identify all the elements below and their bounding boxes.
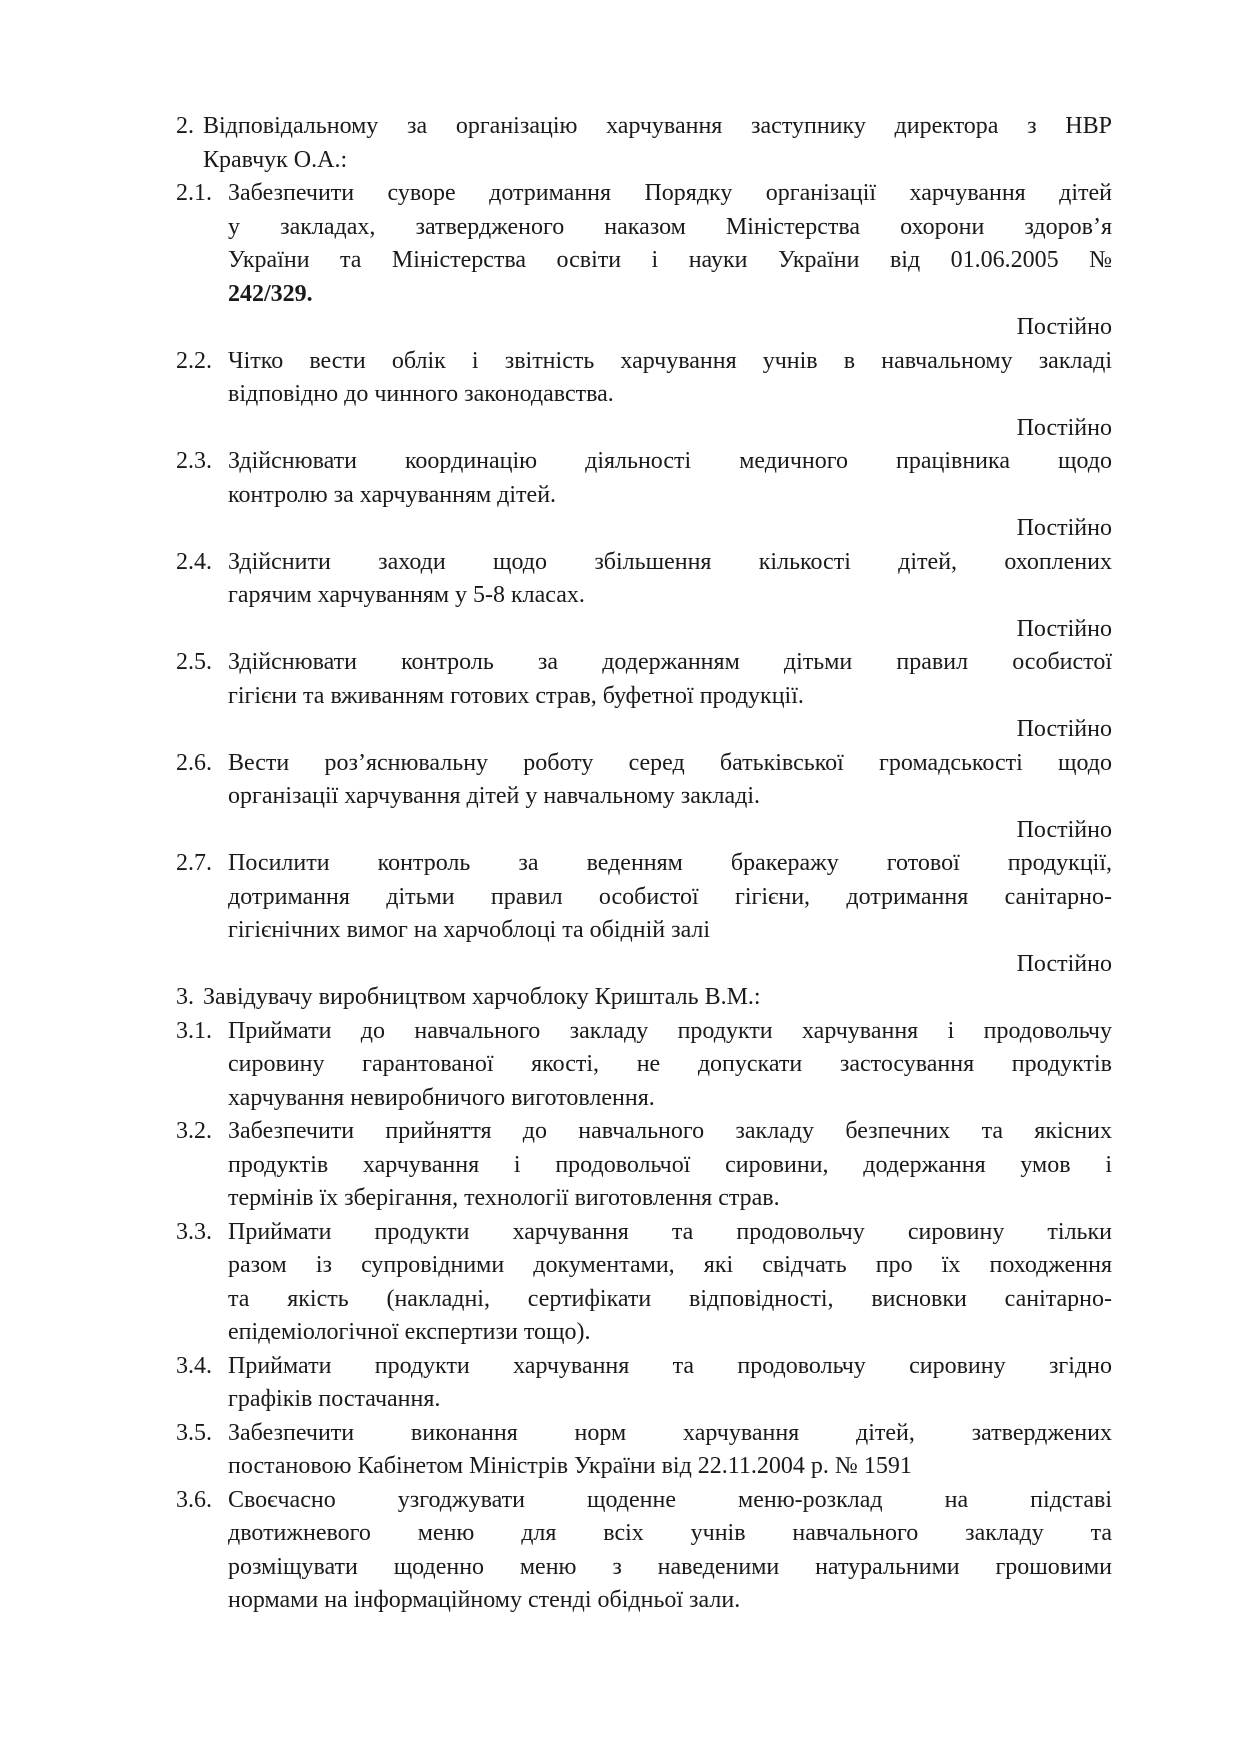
order-item	[176, 1350, 1112, 1417]
item-line: продуктів харчування і продовольчої сировини, додержання умов і	[228, 1151, 1112, 1178]
item-line: гарячим харчуванням у 5-8 класах.	[228, 582, 585, 608]
item-line: Вести роз’яснювальну роботу серед батьківської громадськості щодо	[228, 749, 1112, 776]
item-line: Завідувачу виробництвом харчоблоку Кришталь В.М.:	[203, 984, 761, 1010]
item-line: сировину гарантованої якості, не допускати застосування продуктів	[228, 1051, 1112, 1077]
item-line: Здійснювати контроль за додержанням дітьми правил особистої	[228, 649, 1112, 675]
item-line: Здійснювати координацію діяльності медичного працівника щодо	[228, 448, 1112, 474]
item-line: Приймати до навчального закладу продукти харчування і продовольчу	[228, 1017, 1112, 1044]
item-line: України та Міністерства освіти і науки України від 01.06.2005 №	[228, 247, 1112, 273]
order-item	[176, 445, 1112, 512]
item-line: розміщувати щоденно меню з наведеними натуральними грошовими	[228, 1553, 1112, 1580]
order-item	[176, 847, 1112, 948]
item-line: та якість (накладні, сертифікати відповідності, висновки санітарно-	[228, 1285, 1112, 1312]
item-line: Забезпечити прийняття до навчального закладу безпечних та якісних	[228, 1118, 1112, 1144]
item-number: 3.6.	[176, 1486, 212, 1513]
item-line: постановою Кабінетом Міністрів України від 22.11.2004 р. № 1591	[228, 1453, 912, 1479]
order-item	[176, 345, 1112, 412]
item-number: 2.2.	[176, 347, 212, 374]
item-line: відповідно до чинного законодавства.	[228, 381, 614, 407]
item-text	[228, 1216, 1112, 1350]
item-text	[228, 1015, 1112, 1116]
item-line: Приймати продукти харчування та продовольчу сировину тільки	[228, 1218, 1112, 1245]
item-line: організації харчування дітей у навчальному закладі.	[228, 783, 761, 809]
order-item	[176, 177, 1112, 311]
item-number: 3.	[176, 984, 194, 1010]
item-text	[203, 981, 1112, 1015]
order-item	[176, 1015, 1112, 1116]
item-line: гігієнічних вимог на харчоблоці та обідній залі	[228, 917, 711, 943]
item-number: 2.6.	[176, 749, 212, 776]
item-line: нормами на інформаційному стенді обідньої зали.	[228, 1587, 741, 1613]
item-line: Забезпечити суворе дотримання Порядку організації харчування дітей	[228, 180, 1112, 206]
item-number: 2.1.	[176, 180, 212, 206]
item-text	[203, 110, 1112, 177]
item-text	[228, 847, 1112, 948]
execution-term: Постійно	[1016, 414, 1112, 441]
item-line: разом із супровідними документами, які свідчать про їх походження	[228, 1252, 1112, 1278]
item-text	[228, 1417, 1112, 1484]
item-line: Забезпечити виконання норм харчування дітей, затверджених	[228, 1419, 1112, 1446]
item-line: Відповідальному за організацію харчування заступнику директора з НВР	[203, 113, 1112, 139]
item-text	[228, 345, 1112, 412]
execution-term: Постійно	[1016, 816, 1112, 843]
item-line: гігієни та вживанням готових страв, буфетної продукції.	[228, 682, 804, 709]
item-line: дотримання дітьми правил особистої гігієни, дотримання санітарно-	[228, 883, 1112, 910]
order-item	[176, 646, 1112, 713]
item-line: Кравчук О.А.:	[203, 146, 348, 173]
item-line: графіків постачання.	[228, 1386, 441, 1412]
item-number: 2.5.	[176, 649, 212, 675]
item-line: Чітко вести облік і звітність харчування учнів в навчальному закладі	[228, 347, 1112, 374]
item-line: епідеміологічної експертизи тощо).	[228, 1319, 591, 1345]
order-item	[176, 110, 1112, 177]
order-items-list	[176, 110, 1112, 1618]
item-text	[228, 177, 1112, 311]
item-number: 2.	[176, 113, 194, 139]
order-item	[176, 1417, 1112, 1484]
item-number: 2.7.	[176, 850, 212, 876]
execution-term: Постійно	[1016, 515, 1112, 541]
order-item	[176, 747, 1112, 814]
order-item	[176, 1216, 1112, 1350]
execution-term: Постійно	[1016, 615, 1112, 642]
order-item	[176, 1484, 1112, 1618]
item-line: контролю за харчуванням дітей.	[228, 481, 557, 508]
item-line: Приймати продукти харчування та продовольчу сировину згідно	[228, 1352, 1112, 1379]
item-line: харчування невиробничого виготовлення.	[228, 1084, 655, 1111]
order-item	[176, 981, 1112, 1015]
item-text	[228, 1115, 1112, 1216]
item-number: 3.2.	[176, 1118, 212, 1144]
item-line: двотижневого меню для всіх учнів навчального закладу та	[228, 1520, 1112, 1546]
order-item	[176, 546, 1112, 613]
item-number: 3.3.	[176, 1218, 212, 1245]
execution-term: Постійно	[1016, 314, 1112, 340]
item-number: 2.3.	[176, 448, 212, 474]
execution-term: Постійно	[1016, 950, 1112, 977]
item-line: Здійснити заходи щодо збільшення кількості дітей, охоплених	[228, 548, 1112, 575]
item-text	[228, 546, 1112, 613]
item-line: Посилити контроль за веденням бракеражу готової продукції,	[228, 850, 1112, 876]
item-line: 242/329.	[228, 280, 313, 307]
order-item	[176, 1115, 1112, 1216]
item-number: 3.1.	[176, 1017, 212, 1044]
item-text	[228, 747, 1112, 814]
execution-term: Постійно	[1016, 716, 1112, 742]
item-text	[228, 646, 1112, 713]
item-text	[228, 1350, 1112, 1417]
item-line: у закладах, затвердженого наказом Міністерства охорони здоров’я	[228, 213, 1112, 240]
item-number: 3.5.	[176, 1419, 212, 1446]
item-number: 3.4.	[176, 1352, 212, 1379]
item-text	[228, 1484, 1112, 1618]
item-text	[228, 445, 1112, 512]
item-line: Своєчасно узгоджувати щоденне меню-розклад на підставі	[228, 1486, 1112, 1513]
item-line: термінів їх зберігання, технології виготовлення страв.	[228, 1185, 780, 1211]
item-number: 2.4.	[176, 548, 212, 575]
